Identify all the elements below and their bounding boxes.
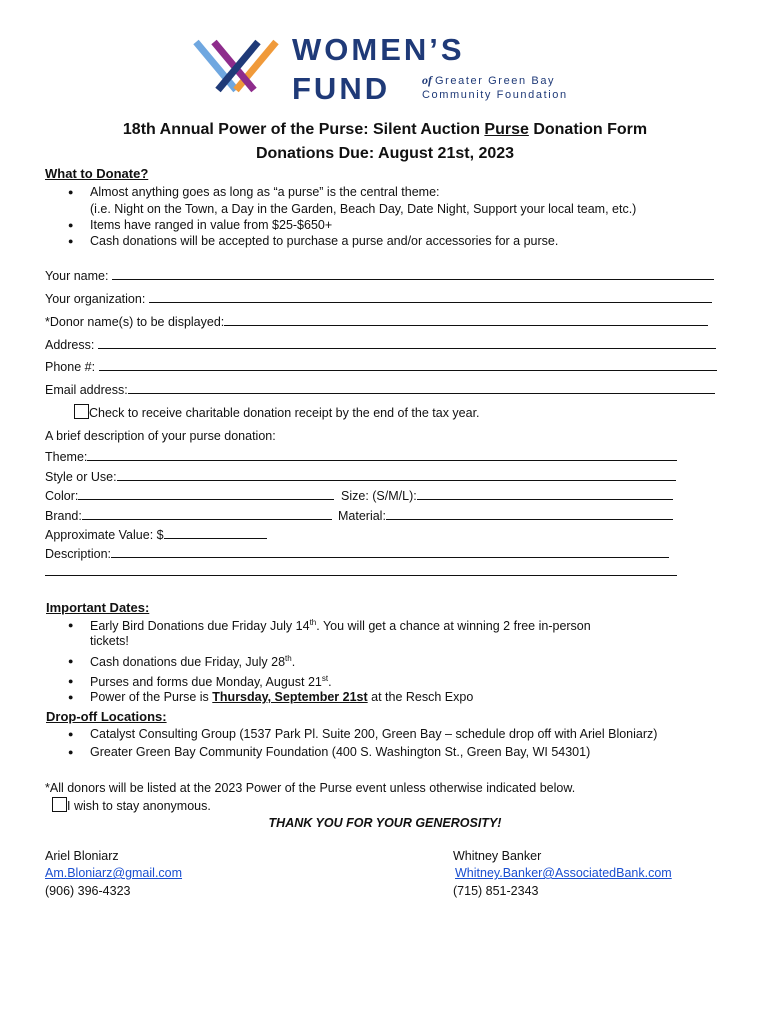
field-label: Color: bbox=[45, 489, 79, 503]
date-text: . bbox=[291, 655, 296, 670]
style-row bbox=[45, 468, 676, 484]
list-item bbox=[90, 654, 295, 669]
your-organization-row bbox=[45, 290, 712, 306]
field-label: Brand: bbox=[45, 509, 82, 523]
superscript: st bbox=[321, 674, 329, 683]
field-label: Style or Use: bbox=[45, 470, 117, 484]
contact-2-email-link[interactable]: Whitney.Banker@AssociatedBank.com bbox=[455, 866, 672, 880]
field-label: Description: bbox=[45, 547, 111, 561]
approximate-value-field[interactable] bbox=[164, 526, 267, 539]
description-field[interactable] bbox=[111, 545, 669, 558]
list-item: ● Almost anything goes as long as “a purse” is the central theme: bbox=[90, 185, 440, 199]
logo-greater-green-bay: Greater Green Bay bbox=[435, 75, 556, 87]
color-field[interactable] bbox=[78, 487, 334, 500]
list-item: ● Greater Green Bay Community Foundation (400 S. Washington St., Green Bay, WI 54301) bbox=[90, 745, 590, 759]
womens-fund-logo-mark bbox=[192, 38, 280, 94]
your-organization-field[interactable] bbox=[149, 290, 712, 303]
size-field[interactable] bbox=[417, 487, 673, 500]
field-label: Your organization: bbox=[45, 292, 146, 306]
title-underlined-word: Purse bbox=[484, 121, 529, 138]
list-item bbox=[90, 690, 473, 704]
list-item-continuation: tickets! bbox=[90, 634, 129, 648]
field-label: Theme: bbox=[45, 450, 88, 464]
field-label: Your name: bbox=[45, 269, 109, 283]
date-text: Early Bird Donations due Friday July 14 bbox=[90, 619, 310, 634]
style-field[interactable] bbox=[117, 468, 676, 481]
theme-row bbox=[45, 448, 677, 464]
logo-womens-text: WOMEN’S bbox=[292, 32, 465, 67]
logo-of: of bbox=[422, 73, 432, 87]
form-title bbox=[0, 121, 770, 139]
field-label: Size: (S/M/L): bbox=[341, 489, 417, 503]
due-date-title: Donations Due: August 21st, 2023 bbox=[255, 145, 515, 162]
donor-names-row bbox=[45, 313, 708, 329]
thank-you-text: THANK YOU FOR YOUR GENEROSITY! bbox=[268, 816, 502, 830]
material-field[interactable] bbox=[386, 507, 673, 520]
phone-field[interactable] bbox=[99, 358, 717, 371]
title-part: Donation Form bbox=[528, 121, 648, 138]
date-text: at the Resch Expo bbox=[367, 690, 474, 704]
donor-listing-note: *All donors will be listed at the 2023 Power of the Purse event unless otherwise indicated below. bbox=[45, 781, 576, 795]
date-text: Purses and forms due Monday, August 21 bbox=[90, 675, 322, 690]
brief-description-label: A brief description of your purse donation: bbox=[45, 429, 276, 443]
logo-subtitle-2: Community Foundation bbox=[422, 89, 568, 101]
list-item bbox=[90, 618, 591, 633]
contact-1-name: Ariel Bloniarz bbox=[45, 849, 119, 863]
phone-row bbox=[45, 358, 717, 374]
material-row bbox=[338, 507, 673, 523]
list-item: ● Cash donations will be accepted to purchase a purse and/or accessories for a purse. bbox=[90, 234, 558, 248]
anonymous-checkbox[interactable] bbox=[52, 797, 67, 812]
address-row bbox=[45, 336, 716, 352]
field-label: Email address: bbox=[45, 383, 128, 397]
logo-fund-text: FUND bbox=[292, 71, 391, 106]
contact-1-email-link[interactable]: Am.Bloniarz@gmail.com bbox=[45, 866, 183, 880]
superscript: th bbox=[285, 654, 292, 663]
your-name-field[interactable] bbox=[112, 267, 714, 280]
description-field-line-2[interactable] bbox=[45, 575, 677, 576]
logo-subtitle-1 bbox=[422, 73, 555, 88]
field-label: *Donor name(s) to be displayed: bbox=[45, 315, 225, 329]
title-part: 18th Annual Power of the Purse: Silent Auction bbox=[122, 121, 485, 138]
field-label: Material: bbox=[338, 509, 386, 523]
email-row bbox=[45, 381, 715, 397]
list-item: ● Items have ranged in value from $25-$650+ bbox=[90, 218, 332, 232]
email-field[interactable] bbox=[128, 381, 715, 394]
brand-field[interactable] bbox=[82, 507, 332, 520]
color-row bbox=[45, 487, 334, 503]
receipt-checkbox-label: Check to receive charitable donation receipt by the end of the tax year. bbox=[89, 406, 480, 420]
dropoff-heading: Drop-off Locations: bbox=[46, 709, 167, 724]
field-label: Phone #: bbox=[45, 360, 96, 374]
field-label: Approximate Value: $ bbox=[45, 528, 164, 542]
description-row bbox=[45, 545, 669, 561]
list-item: ● Catalyst Consulting Group (1537 Park Pl. Suite 200, Green Bay – schedule drop off with Ariel Bloniarz) bbox=[90, 727, 657, 741]
anonymous-checkbox-label: I wish to stay anonymous. bbox=[67, 799, 211, 813]
date-text: . bbox=[328, 675, 332, 690]
address-field[interactable] bbox=[98, 336, 716, 349]
list-item-continuation: (i.e. Night on the Town, a Day in the Garden, Beach Day, Date Night, Support your local team, etc.) bbox=[90, 202, 637, 216]
brand-row bbox=[45, 507, 332, 523]
size-row bbox=[341, 487, 673, 503]
your-name-row bbox=[45, 267, 714, 283]
important-dates-heading: Important Dates: bbox=[46, 600, 150, 615]
theme-field[interactable] bbox=[87, 448, 677, 461]
contact-2-name: Whitney Banker bbox=[453, 849, 542, 863]
date-text: Power of the Purse is bbox=[90, 690, 213, 704]
donor-names-field[interactable] bbox=[224, 313, 708, 326]
what-to-donate-heading: What to Donate? bbox=[45, 166, 149, 181]
date-text: Cash donations due Friday, July 28 bbox=[90, 655, 286, 670]
event-date: Thursday, September 21st bbox=[212, 690, 368, 704]
receipt-checkbox[interactable] bbox=[74, 404, 89, 419]
contact-2-phone: (715) 851-2343 bbox=[453, 884, 539, 898]
approximate-value-row bbox=[45, 526, 267, 542]
date-text: . You will get a chance at winning 2 free in-person bbox=[316, 619, 591, 634]
list-item bbox=[90, 674, 332, 689]
contact-1-phone: (906) 396-4323 bbox=[45, 884, 131, 898]
superscript: th bbox=[309, 618, 317, 627]
field-label: Address: bbox=[45, 338, 95, 352]
